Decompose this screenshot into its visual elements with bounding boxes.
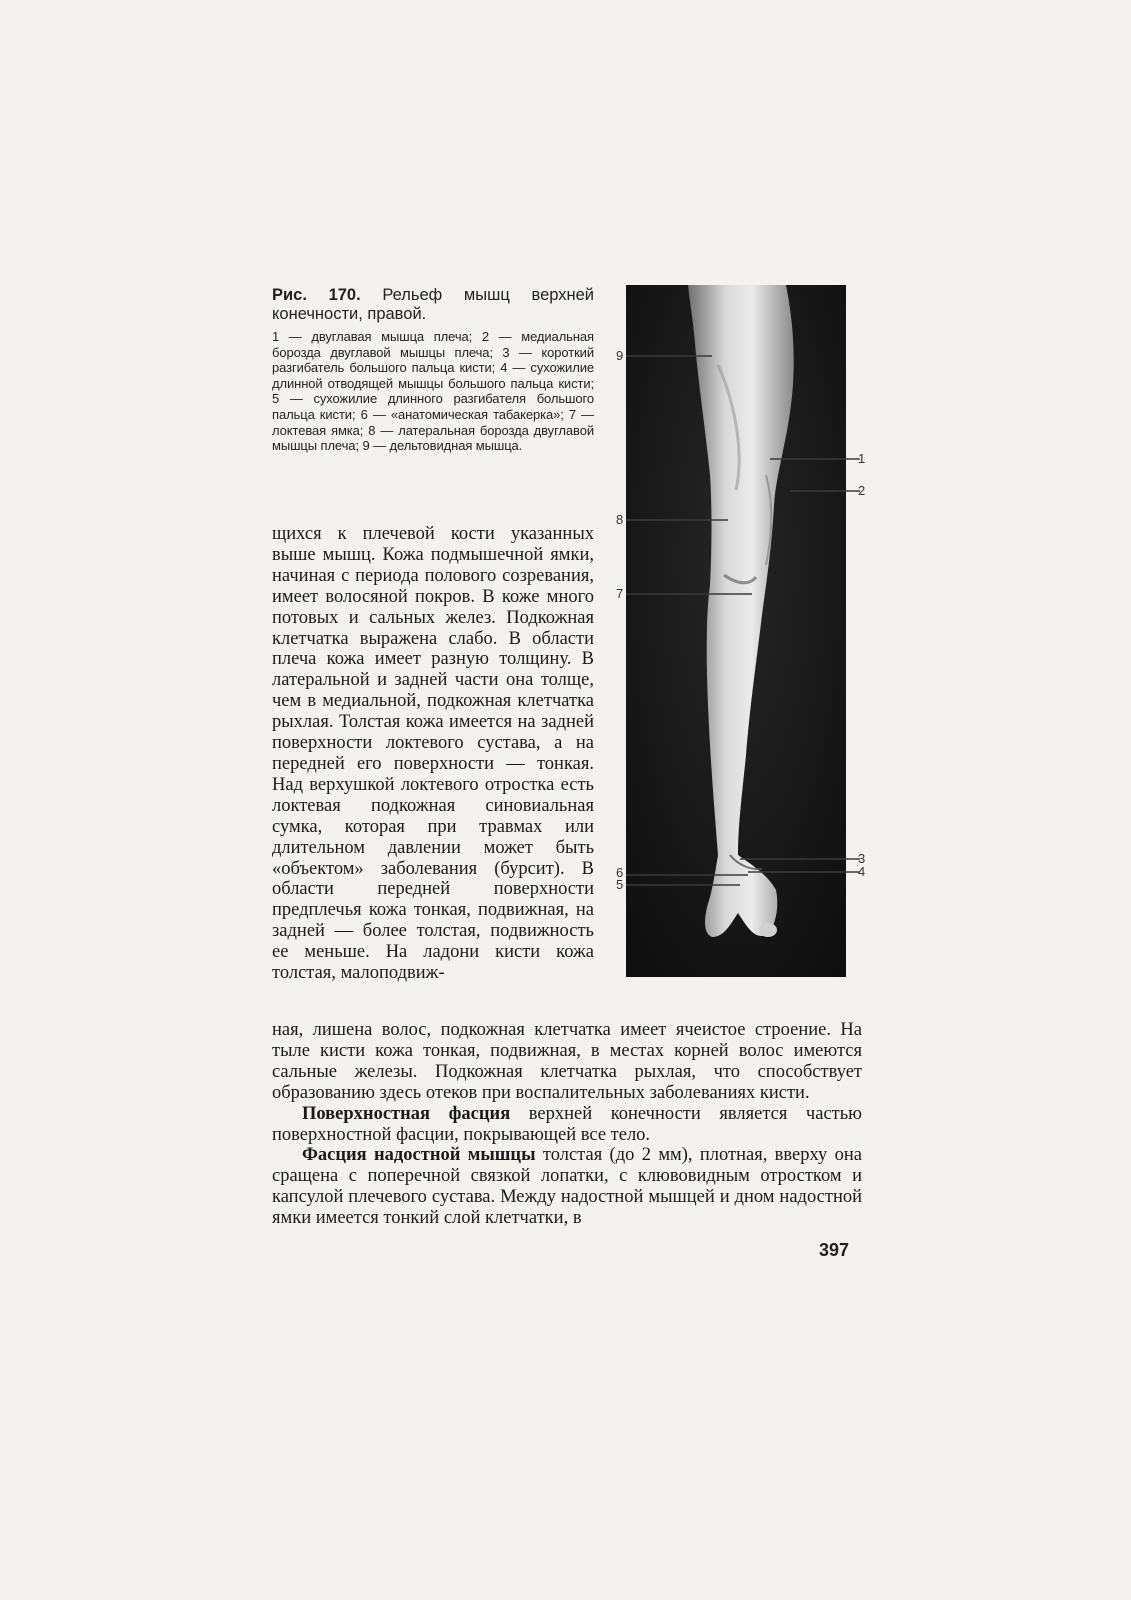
superficial-fascia-text: верхней конечности является частью поверхностной фасции, покрывающей все тело.	[272, 1103, 862, 1145]
callout-7: 7	[616, 586, 624, 601]
body-text-wide	[272, 1020, 862, 1229]
callout-3: 3	[858, 851, 866, 866]
term-superficial-fascia: Поверхностная фасция	[302, 1103, 511, 1124]
figure-label: Рис. 170.	[272, 286, 361, 304]
arm-silhouette	[626, 285, 846, 977]
arm-muscle-photo	[626, 285, 846, 977]
callout-8: 8	[616, 512, 624, 527]
continuation-paragraph: ная, лишена волос, подкожная клетчатка имеет ячеистое строение. На тыле кисти кожа тонкая, подвижная, в местах корней волос имеются сальные железы. Подкожная клетчатка рыхлая, что способствует образованию здесь отеков при воспалительных заболеваниях кисти.	[272, 1020, 862, 1103]
page-number: 397	[819, 1240, 850, 1260]
callout-6: 6	[616, 865, 624, 880]
callout-2: 2	[858, 483, 866, 498]
callout-1: 1	[858, 451, 866, 466]
figure-caption	[272, 286, 594, 454]
caption-legend: 1 — двуглавая мышца плеча; 2 — медиальная борозда двуглавой мышцы плеча; 3 — короткий разгибатель большого пальца кисти; 4 — сухожилие длинной отводящей мышцы большого пальца кисти; 5 — сухожилие длинного разгибателя большого пальца кисти; 6 — «анатомическая табакерка»; 7 — локтевая ямка; 8 — латеральная борозда двуглавой мышцы плеча; 9 — дельтовидная мышца.	[272, 329, 594, 454]
term-supraspinatus-fascia: Фасция надостной мышцы	[302, 1145, 536, 1166]
callout-9: 9	[616, 348, 624, 363]
paragraph-superficial-fascia	[272, 1104, 862, 1146]
callout-5: 5	[616, 877, 624, 892]
body-paragraph-narrow: щихся к плечевой кости указанных выше мышц. Кожа подмышечной ямки, начиная с периода полового созревания, имеет волосяной покров. В коже много потовых и сальных желез. Подкожная клетчатка выражена слабо. В области плеча кожа имеет разную толщину. В латеральной и задней части она толще, чем в медиальной, подкожная клетчатка рыхлая. Толстая кожа имеется на задней поверхности локтевого сустава, а на передней его поверхности — тонкая. Над верхушкой локтевого отростка есть локтевая подкожная синовиальная сумка, которая при травмах или длительном давлении может быть «объектом» заболевания (бурсит). В области передней поверхности предплечья кожа тонкая, подвижная, на задней — более толстая, подвижность ее меньше. На ладони кисти кожа толстая, малоподвиж-	[272, 524, 594, 984]
callout-4: 4	[858, 864, 866, 879]
caption-title	[272, 286, 594, 324]
figure-title: Рельеф мышц верхней конечности, правой.	[272, 286, 594, 323]
supraspinatus-fascia-text: толстая (до 2 мм), плотная, вверху она сращена с поперечной связкой лопатки, с клювовидным отростком и капсулой плечевого сустава. Между надостной мышцей и дном надостной ямки имеется тонкий слой клетчатки, в	[272, 1145, 863, 1229]
paragraph-supraspinatus-fascia	[272, 1145, 862, 1229]
